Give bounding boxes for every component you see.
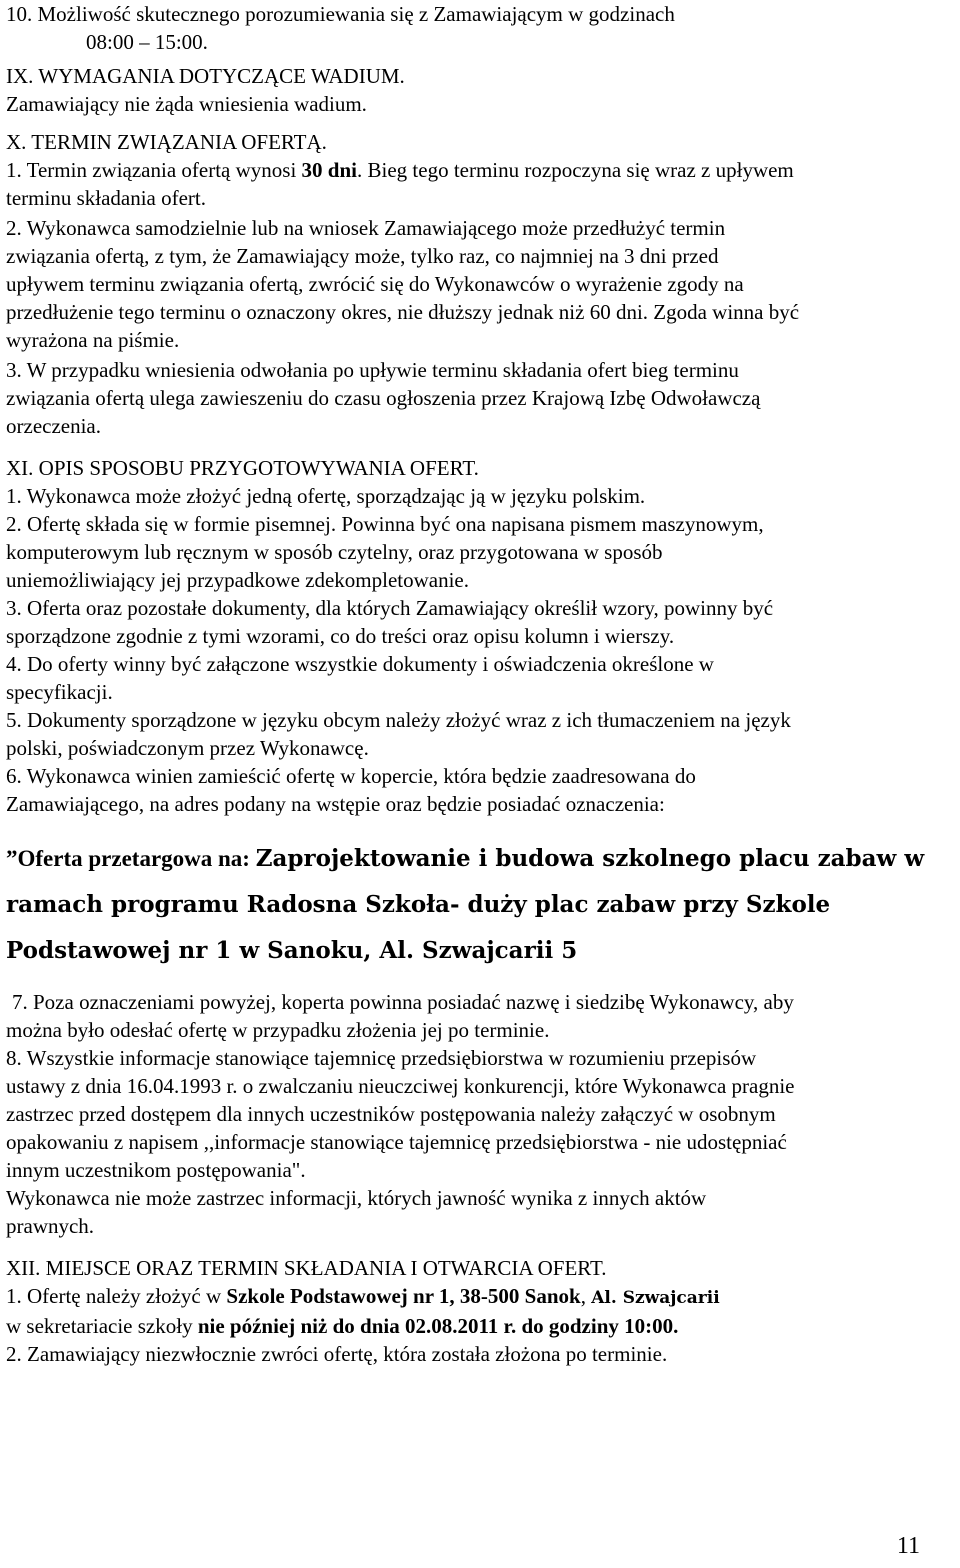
text-line: prawnych.: [6, 1214, 95, 1238]
envelope-marking-line: ramach programu Radosna Szkoła- duży plac zabaw przy Szkole: [6, 891, 831, 918]
text-line: innym uczestnikom postępowania".: [6, 1158, 306, 1182]
paragraph-xi-1: 1. Wykonawca może złożyć jedną ofertę, sporządzając ją w języku polskim.: [6, 484, 646, 508]
text-line: 10. Możliwość skutecznego porozumiewania się z Zamawiającym w godzinach: [6, 2, 675, 26]
text-line: specyfikacji.: [6, 680, 113, 704]
text-line: Wykonawca nie może zastrzec informacji, których jawność wynika z innych aktów: [6, 1186, 707, 1210]
paragraph-x-3: [6, 356, 956, 440]
text-line: Zamawiającego, na adres podany na wstępie oraz będzie posiadać oznaczenia:: [6, 792, 665, 816]
text-line: 8. Wszystkie informacje stanowiące tajemnicę przedsiębiorstwa w rozumieniu przepisów: [6, 1046, 757, 1070]
envelope-marking-line: Podstawowej nr 1 w Sanoku, Al. Szwajcarii 5: [6, 937, 578, 964]
paragraph-xi-7: [6, 988, 956, 1016]
paragraph-xi-6: [6, 762, 956, 818]
text-run: terminu składania ofert.: [6, 186, 207, 210]
paragraph-x-1: [6, 156, 956, 212]
text-line: ustawy z dnia 16.04.1993 r. o zwalczaniu nieuczciwej konkurencji, które Wykonawca pragnie: [6, 1074, 795, 1098]
text-run: w sekretariacie szkoły: [6, 1314, 198, 1338]
paragraph-xi-2: [6, 510, 956, 594]
text-line: orzeczenia.: [6, 414, 102, 438]
text-line: 6. Wykonawca winien zamieścić ofertę w kopercie, która będzie zaadresowana do: [6, 764, 696, 788]
paragraph-xi-5: [6, 706, 956, 762]
section-heading-ix: IX. WYMAGANIA DOTYCZĄCE WADIUM.: [6, 64, 405, 88]
text-line: opakowaniu z napisem ,,informacje stanowiące tajemnicę przedsiębiorstwa - nie udostępniać: [6, 1130, 787, 1154]
text-line: związania ofertą, z tym, że Zamawiający może, tylko raz, co najmniej na 3 dni przed: [6, 244, 719, 268]
text-line: upływem terminu związania ofertą, zwrócić się do Wykonawców o wyrażenie zgody na: [6, 272, 744, 296]
bold-run: nie później niż do dnia 02.08.2011 r. do godziny 10:00.: [197, 1314, 679, 1338]
section-heading-x: X. TERMIN ZWIĄZANIA OFERTĄ.: [6, 130, 327, 154]
paragraph-xi-4: [6, 650, 956, 706]
text-line: 08:00 – 15:00.: [86, 30, 208, 54]
text-line: komputerowym lub ręcznym w sposób czytelny, oraz przygotowana w sposób: [6, 540, 663, 564]
envelope-marking-line: Zaprojektowanie i budowa szkolnego placu zabaw w: [255, 845, 925, 872]
text-line: 3. W przypadku wniesienia odwołania po upływie terminu składania ofert bieg terminu: [6, 358, 739, 382]
paragraph-xi-9: [6, 1184, 956, 1240]
text-line: wyrażona na piśmie.: [6, 328, 180, 352]
paragraph-x-2: [6, 214, 956, 354]
paragraph-xi-8: [6, 1044, 956, 1184]
paragraph-xii-1: [6, 1282, 956, 1340]
text-line: zastrzec przed dostępem dla innych uczestników postępowania należy załączyć w osobnym: [6, 1102, 776, 1126]
bold-run: Al. Szwajcarii: [591, 1288, 720, 1308]
text-line: 2. Wykonawca samodzielnie lub na wniosek Zamawiającego może przedłużyć termin: [6, 216, 726, 240]
text-line: 5. Dokumenty sporządzone w języku obcym należy złożyć wraz z ich tłumaczeniem na język: [6, 708, 791, 732]
text-line: 7. Poza oznaczeniami powyżej, koperta powinna posiadać nazwę i siedzibę Wykonawcy, aby: [12, 990, 794, 1014]
paragraph-xii-2: 2. Zamawiający niezwłocznie zwróci ofertę, która została złożona po terminie.: [6, 1342, 668, 1366]
text-line: polski, poświadczonym przez Wykonawcę.: [6, 736, 369, 760]
text-line: przedłużenie tego terminu o oznaczony okres, nie dłuższy jednak niż 60 dni. Zgoda winna być: [6, 300, 800, 324]
bold-run: 30 dni: [301, 158, 357, 182]
section-heading-xi: XI. OPIS SPOSOBU PRZYGOTOWYWANIA OFERT.: [6, 456, 479, 480]
envelope-marking-lead: ”Oferta przetargowa na:: [6, 846, 256, 871]
text-line: 4. Do oferty winny być załączone wszystkie dokumenty i oświadczenia określone w: [6, 652, 714, 676]
paragraph-xi-7-cont: można było odesłać ofertę w przypadku złożenia jej po terminie.: [6, 1018, 550, 1042]
paragraph-10: [6, 0, 956, 56]
text-line: 2. Ofertę składa się w formie pisemnej. Powinna być ona napisana pismem maszynowym,: [6, 512, 764, 536]
bold-run: Szkole Podstawowej nr 1, 38-500 Sanok: [226, 1284, 581, 1308]
text-run: ,: [580, 1284, 592, 1308]
paragraph-xi-3: [6, 594, 956, 650]
text-run: 1. Termin związania ofertą wynosi: [6, 158, 302, 182]
text-line: Zamawiający nie żąda wniesienia wadium.: [6, 92, 367, 116]
section-heading-xii: XII. MIEJSCE ORAZ TERMIN SKŁADANIA I OTWARCIA OFERT.: [6, 1256, 607, 1280]
text-line: związania ofertą ulega zawieszeniu do czasu ogłoszenia przez Krajową Izbę Odwoławczą: [6, 386, 761, 410]
envelope-marking: [6, 836, 956, 974]
text-line: 3. Oferta oraz pozostałe dokumenty, dla których Zamawiający określił wzory, powinny być: [6, 596, 774, 620]
text-run: . Bieg tego terminu rozpoczyna się wraz z upływem: [357, 158, 794, 182]
text-run: 1. Ofertę należy złożyć w: [6, 1284, 227, 1308]
document-page: [6, 0, 956, 1368]
text-line: sporządzone zgodnie z tymi wzorami, co do treści oraz opisu kolumn i wierszy.: [6, 624, 675, 648]
page-number: 11: [896, 1533, 920, 1559]
text-line: uniemożliwiający jej przypadkowe zdekompletowanie.: [6, 568, 469, 592]
